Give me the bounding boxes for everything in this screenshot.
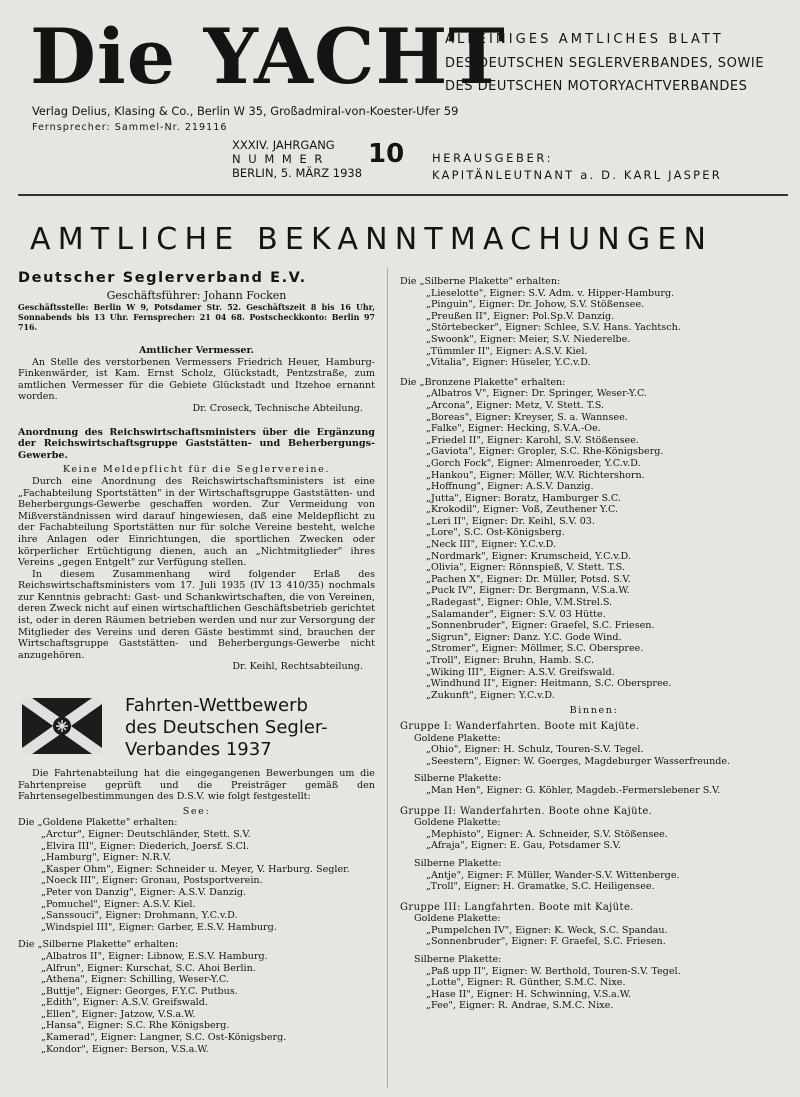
list-item: „Leri II", Eigner: Dr. Keihl, S.V. 03. <box>426 515 595 527</box>
list-item: „Troll", Eigner: H. Gramatke, S.C. Heiligensee. <box>426 881 655 893</box>
gold-list <box>18 829 375 933</box>
list-item: „Arctur", Eigner: Deutschländer, Stett. S.V. <box>41 828 251 840</box>
list-item: „Pumpelchen IV", Eigner: K. Weck, S.C. Spandau. <box>426 924 668 936</box>
list-item: „Troll", Eigner: Bruhn, Hamb. S.C. <box>426 655 594 666</box>
right-column <box>400 276 788 1012</box>
list-item: „Arcona", Eigner: Metz, V. Stett. T.S. <box>426 399 605 411</box>
dsv-office: Geschäftsstelle: Berlin W 9, Potsdamer Str. 52. Geschäftszeit 8 bis 16 Uhr, Sonnabends bis 13 Uhr. Fernsprecher: 21 04 68. Postscheckkonto: Berlin 97 716. <box>18 303 375 332</box>
left-column-top <box>18 268 375 673</box>
list-item: „Antje", Eigner: F. Müller, Wander-S.V. Wittenberge. <box>426 869 680 881</box>
list-item: „Vitalia", Eigner: Hüseler, Y.C.v.D. <box>426 357 591 369</box>
anordnung-heading: Anordnung des Reichswirtschaftsministers über die Ergänzung der Reichswirtschaftsgruppe Gaststätten- und Beherbergungs-Gewerbe. <box>18 426 375 461</box>
list-item: „Albatros II", Eigner: Libnow, E.S.V. Hamburg. <box>41 950 268 962</box>
vermesser-text: An Stelle des verstorbenen Vermessers Friedrich Heuer, Hamburg-Finkenwärder, ist Kam. Ernst Scholz, Glückstadt, Pentzstraße, zum amtlichen Vermesser für die Gebiete Glückstadt und Itzehoe ernannt worden. <box>18 356 375 403</box>
editor-name: KAPITÄNLEUTNANT a. D. KARL JASPER <box>432 168 722 182</box>
list-item: „Lotte", Eigner: R. Günther, S.M.C. Nixe. <box>426 977 626 989</box>
list-item: „Athena", Eigner: Schilling, Weser-Y.C. <box>41 974 229 986</box>
bronze-heading: Die „Bronzene Plakette" erhalten: <box>400 376 566 388</box>
silver-heading: Die „Silberne Plakette" erhalten: <box>400 276 561 287</box>
list-item: „Paß upp II", Eigner: W. Berthold, Touren-S.V. Tegel. <box>426 965 681 977</box>
gold-heading: Die „Goldene Plakette" erhalten: <box>18 817 178 829</box>
award-label: Goldene Plakette: <box>414 913 501 925</box>
list-item: „Wiking III", Eigner: A.S.V. Greifswald. <box>426 666 615 678</box>
list-item: „Peter von Danzig", Eigner: A.S.V. Danzig. <box>41 886 247 898</box>
anordnung-subheading: Keine Meldepflicht für die Seglervereine. <box>62 464 331 476</box>
list-item: „Man Hen", Eigner: G. Köhler, Magdeb.-Fermerslebener S.V. <box>426 784 721 796</box>
vermesser-sign: Dr. Croseck, Technische Abteilung. <box>192 402 363 414</box>
list-item: „Buttje", Eigner: Georges, F.Y.C. Putbus. <box>41 985 238 997</box>
editor-info <box>432 150 722 184</box>
list-item: „Störtebecker", Eigner: Schlee, S.V. Hans. Yachtsch. <box>426 322 681 334</box>
list-item: „Nordmark", Eigner: Krumscheid, Y.C.v.D. <box>426 550 631 562</box>
header-rule <box>18 194 788 196</box>
phone-line: Fernsprecher: Sammel-Nr. 219116 <box>32 122 228 133</box>
list-item: „Gorch Fock", Eigner: Almenroeder, Y.C.v.D. <box>426 457 641 469</box>
masthead-subtitle <box>445 28 795 99</box>
list-item: „Salamander", Eigner: S.V. 03 Hütte. <box>426 608 606 620</box>
anordnung-para1: Durch eine Anordnung des Reichswirtschaftsministers ist eine „Fachabteilung Sportstätten" in der Wirtschaftsgruppe Gaststätten- und Beherbergungs-Gewerbe geschaffen worden. Zur Vermeidung von Mißverständnissen wird darauf hingewiesen, daß eine Meldepflicht zu der Fachabteilung Sportstätten nur für solche Vereine besteht, welche ihre Anlagen oder Einrichtungen, die sportlichen Zwecken oder körperlicher Ertüchtigung dienen, auch an „Nichtmitglieder" ihres Vereins „gegen Entgelt" zur Verfügung stellen. <box>18 475 375 569</box>
fahrten-title-line: Fahrten-Wettbewerb <box>125 695 308 716</box>
list-item: „Kondor", Eigner: Berson, V.S.a.W. <box>41 1043 209 1055</box>
silver-list <box>18 951 375 1055</box>
dsv-title: Deutscher Seglerverband E.V. <box>18 270 307 286</box>
anordnung-sign: Dr. Keihl, Rechtsabteilung. <box>232 661 363 673</box>
award-label: Silberne Plakette: <box>414 773 502 785</box>
left-column-bottom <box>18 768 375 1055</box>
group-heading: Gruppe III: Langfahrten. Boote mit Kajüte. <box>400 901 634 913</box>
award-label: Silberne Plakette: <box>414 857 502 869</box>
list-item: „Pachen X", Eigner: Dr. Müller, Potsd. S.V. <box>426 573 631 585</box>
list-item: „Preußen II", Eigner: Pol.Sp.V. Danzig. <box>426 310 615 322</box>
vermesser-heading: Amtlicher Vermesser. <box>138 345 255 356</box>
issue-date: BERLIN, 5. MÄRZ 1938 <box>232 166 363 180</box>
subtitle-line: DES DEUTSCHEN SEGLERVERBANDES, SOWIE <box>445 55 765 71</box>
list-item: „Pinguin", Eigner: Dr. Johow, S.V. Stößensee. <box>426 299 645 311</box>
list-item: „Tümmler II", Eigner: A.S.V. Kiel. <box>426 345 588 357</box>
list-item: „Noeck III", Eigner: Gronau, Postsportverein. <box>41 875 263 887</box>
list-item: „Elvira III", Eigner: Diederich, Joersf. S.Cl. <box>41 840 250 852</box>
bronze-list <box>400 388 788 701</box>
list-item: „Krokodil", Eigner: Voß, Zeuthener Y.C. <box>426 504 619 516</box>
list-item: „Lieselotte", Eigner: S.V. Adm. v. Hipper-Hamburg. <box>426 287 675 299</box>
list-item: „Hamburg", Eigner: N.R.V. <box>41 852 172 864</box>
list-item: „Sonnenbruder", Eigner: F. Graefel, S.C. Friesen. <box>426 936 666 948</box>
publisher-line: Verlag Delius, Klasing & Co., Berlin W 35, Großadmiral-von-Koester-Ufer 59 <box>32 104 459 118</box>
list-item: „Zukunft", Eigner: Y.C.v.D. <box>426 689 555 701</box>
dsv-flag-icon <box>22 698 102 754</box>
list-item: „Jutta", Eigner: Boratz, Hamburger S.C. <box>426 492 621 504</box>
fahrten-title <box>125 695 328 761</box>
issue-volume: XXXIV. JAHRGANG <box>232 138 335 152</box>
award-label: Silberne Plakette: <box>414 954 502 966</box>
fahrten-title-line: Verbandes 1937 <box>125 739 272 760</box>
issue-number: 10 <box>368 139 405 169</box>
list-item: „Puck IV", Eigner: Dr. Bergmann, V.S.a.W. <box>426 585 630 597</box>
list-item: „Windhund II", Eigner: Heitmann, S.C. Oberspree. <box>426 678 672 690</box>
list-item: „Sigrun", Eigner: Danz. Y.C. Gode Wind. <box>426 631 622 643</box>
subtitle-line: DES DEUTSCHEN MOTORYACHTVERBANDES <box>445 79 748 94</box>
list-item: „Sanssouci", Eigner: Drohmann, Y.C.v.D. <box>41 910 238 922</box>
list-item: „Neck III", Eigner: Y.C.v.D. <box>426 539 557 551</box>
fahrten-intro: Die Fahrtenabteilung hat die eingegangenen Bewerbungen um die Fahrtenpreise geprüft und die Preisträger gemäß den Fahrtensegelbestimmungen des D.S.V. wie folgt festgestellt: <box>18 768 375 803</box>
list-item: „Edith", Eigner: A.S.V. Greifswald. <box>41 997 208 1009</box>
issue-label: N U M M E R <box>232 152 325 166</box>
binnen-heading: Binnen: <box>569 705 619 717</box>
list-item: „Mephisto", Eigner: A. Schneider, S.V. Stößensee. <box>426 828 668 840</box>
list-item: „Hankou", Eigner: Möller, W.V. Richtershorn. <box>426 469 645 481</box>
award-label: Goldene Plakette: <box>414 732 501 744</box>
list-item: „Hansa", Eigner: S.C. Rhe Königsberg. <box>41 1020 230 1032</box>
list-item: „Lore", S.C. Ost-Königsberg. <box>426 527 565 539</box>
list-item: „Kamerad", Eigner: Langner, S.C. Ost-Königsberg. <box>41 1032 287 1044</box>
group-heading: Gruppe II: Wanderfahrten. Boote ohne Kajüte. <box>400 805 653 817</box>
award-label: Goldene Plakette: <box>414 817 501 829</box>
list-item: „Kasper Ohm", Eigner: Schneider u. Meyer, V. Harburg. Segler. <box>41 863 350 875</box>
see-heading: See: <box>182 805 211 817</box>
list-item: „Seestern", Eigner: W. Goerges, Magdeburger Wasserfreunde. <box>426 755 731 767</box>
issue-info <box>232 138 362 180</box>
list-item: „Albatros V", Eigner: Dr. Springer, Weser-Y.C. <box>426 388 648 400</box>
silver-heading: Die „Silberne Plakette" erhalten: <box>18 939 179 951</box>
subtitle-line: ALLEINIGES AMTLICHES BLATT <box>445 32 724 47</box>
list-item: „Olivia", Eigner: Rönnspieß, V. Stett. T.S. <box>426 562 625 574</box>
list-item: „Friedel II", Eigner: Karohl, S.V. Stößensee. <box>426 434 639 446</box>
column-divider <box>387 268 388 1088</box>
list-item: „Ellen", Eigner: Jatzow, V.S.a.W. <box>41 1008 196 1020</box>
editor-label: HERAUSGEBER: <box>432 151 554 165</box>
list-item: „Pomuchel", Eigner: A.S.V. Kiel. <box>41 898 196 910</box>
fahrten-title-line: des Deutschen Segler- <box>125 717 328 738</box>
dsv-manager: Geschäftsführer: Johann Focken <box>106 289 287 302</box>
list-item: „Alfrun", Eigner: Kurschat, S.C. Ahoi Berlin. <box>41 962 256 974</box>
list-item: „Radegast", Eigner: Ohle, V.M.Strel.S. <box>426 597 613 609</box>
list-item: „Fee", Eigner: R. Andrae, S.M.C. Nixe. <box>426 1000 614 1012</box>
list-item: „Ohio", Eigner: H. Schulz, Touren-S.V. Tegel. <box>426 744 644 756</box>
list-item: „Sonnenbruder", Eigner: Graefel, S.C. Friesen. <box>426 620 655 632</box>
list-item: „Stromer", Eigner: Möllmer, S.C. Oberspree. <box>426 643 644 655</box>
page-headline: AMTLICHE BEKANNTMACHUNGEN <box>30 222 714 257</box>
list-item: „Hoffnung", Eigner: A.S.V. Danzig. <box>426 481 594 493</box>
list-item: „Gaviota", Eigner: Gropler, S.C. Rhe-Königsberg. <box>426 446 664 458</box>
list-item: „Falke", Eigner: Hecking, S.V.A.-Oe. <box>426 423 601 435</box>
list-item: „Swoonk", Eigner: Meier, S.V. Niederelbe. <box>426 333 631 345</box>
anordnung-para2: In diesem Zusammenhang wird folgender Erlaß des Reichswirtschaftsministers vom 17. Juli 1935 (IV 13 410/35) nochmals zur Kenntnis gebracht: Gast- und Schankwirtschaften, die von Vereinen, deren Zweck nicht auf einen wirtschaftlichen Geschäftsbetrieb gerichtet ist, oder in deren Räumen betrieben werden und nur zur Versorgung der Mitglieder des Vereins und deren Gäste bestimmt sind, brauchen der Wirtschaftsgruppe Gaststätten- und Beherbergungs-Gewerbe nicht anzugehören. <box>18 568 375 661</box>
group-heading: Gruppe I: Wanderfahrten. Boote mit Kajüte. <box>400 720 640 732</box>
masthead-title: Die YACHT <box>30 12 506 101</box>
list-item: „Windspiel III", Eigner: Garber, E.S.V. Hamburg. <box>41 921 277 933</box>
list-item: „Boreas", Eigner: Kreyser, S. a. Wannsee. <box>426 411 628 423</box>
list-item: „Afraja", Eigner: E. Gau, Potsdamer S.V. <box>426 840 621 852</box>
silver-list <box>400 288 788 369</box>
binnen-groups <box>400 721 788 1012</box>
list-item: „Hase II", Eigner: H. Schwinning, V.S.a.W. <box>426 988 632 1000</box>
